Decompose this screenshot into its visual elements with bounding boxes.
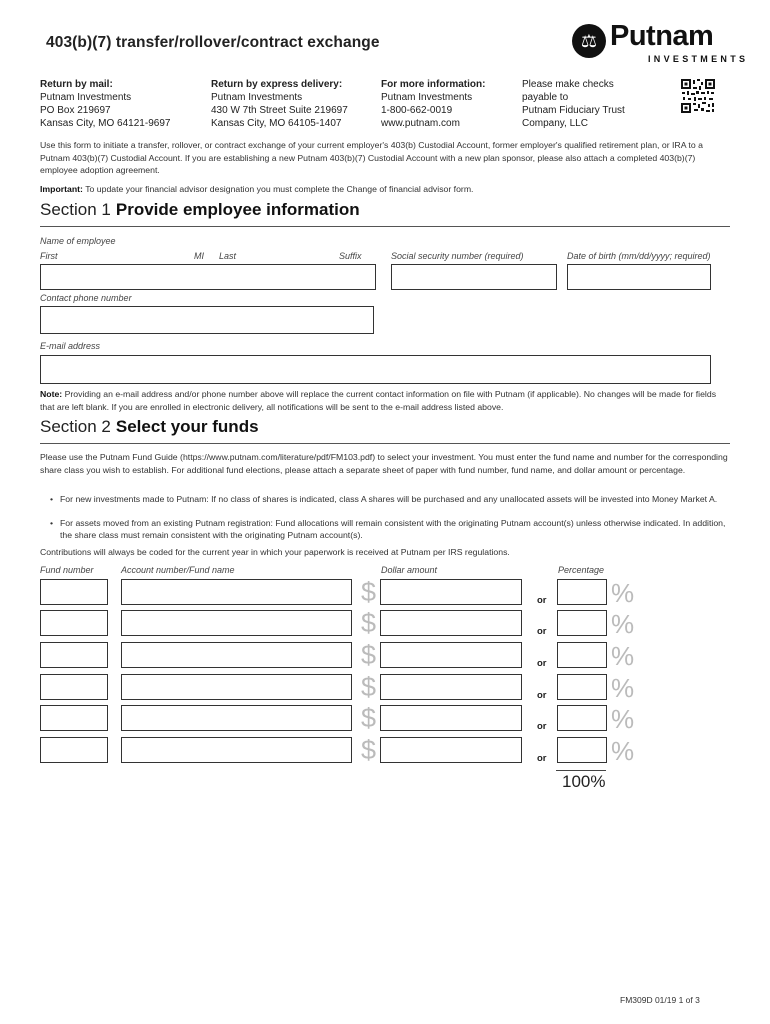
logo-name: Putnam: [610, 20, 714, 52]
form-footer: FM309D 01/19 1 of 3: [620, 995, 700, 1005]
ssn-label: Social security number (required): [391, 251, 524, 261]
address-heading: For more information:: [381, 79, 486, 90]
percentage-input[interactable]: [557, 642, 607, 668]
fund-number-input[interactable]: [40, 737, 108, 763]
percentage-header: Percentage: [558, 565, 605, 575]
contributions-note: Contributions will always be coded for the current year in which your paperwork is received at Putnam per IRS regulations.: [40, 547, 510, 557]
return-by-mail: [40, 78, 170, 130]
address-line: Kansas City, MO 64105-1407: [211, 118, 342, 129]
address-heading: Return by mail:: [40, 79, 113, 90]
fund-number-input[interactable]: [40, 579, 108, 605]
or-label: or: [537, 753, 547, 764]
section1-number: Section 1: [40, 200, 111, 219]
section2-number: Section 2: [40, 417, 111, 436]
more-information: [381, 78, 485, 130]
dollar-amount-input[interactable]: [380, 579, 522, 605]
email-input[interactable]: [40, 355, 711, 384]
intro-text: Use this form to initiate a transfer, rollover, or contract exchange of your current employer's 403(b) Custodial Account, former employer's qualified retirement plan, or IRA to a Putnam 403(b)(7) Custodial Account. If you are establishing a new Putnam 403(b)(7) Custodial Account with a new plan sponsor, please also attach a completed 403(b)(7) employee adoption agreement.: [40, 140, 703, 175]
percent-sign: %: [611, 704, 635, 734]
dob-label: Date of birth (mm/dd/yyyy; required): [567, 251, 711, 261]
bullet-item: [50, 517, 730, 541]
or-label: or: [537, 595, 547, 606]
dollar-sign: $: [361, 735, 377, 765]
address-line: Putnam Investments: [381, 92, 473, 103]
bullet-text: For new investments made to Putnam: If no class of shares is indicated, class A shares will be purchased and any unallocated assets will be invested into Money Market A.: [60, 494, 718, 504]
account-fund-name-input[interactable]: [121, 705, 352, 731]
scales-icon: ⚖: [572, 24, 606, 58]
address-line: Putnam Investments: [211, 92, 303, 103]
section1-title: Provide employee information: [115, 200, 360, 219]
important-text: To update your financial advisor designation you must complete the Change of financial advisor form.: [82, 184, 474, 194]
note-text: Providing an e-mail address and/or phone number above will replace the current contact information on file with Putnam (if applicable). No changes will be made for fields that are left blank. If you are enrolled in electronic delivery, all notifications will be sent to the e-mail address listed above.: [40, 389, 717, 412]
fund-number-input[interactable]: [40, 610, 108, 636]
section2-title: Select your funds: [115, 417, 259, 436]
first-name-label: First: [40, 251, 58, 261]
name-of-employee-label: Name of employee: [40, 236, 116, 246]
bullet-text: For assets moved from an existing Putnam registration: Fund allocations will remain consistent with the originating Putnam account(s) unless otherwise indicated. In addition, the share class must remain consistent with the originating Putnam account(s).: [60, 518, 726, 540]
email-label: E-mail address: [40, 341, 101, 351]
address-line: 1-800-662-0019: [381, 105, 453, 116]
account-fund-name-input[interactable]: [121, 674, 352, 700]
last-name-label: Last: [219, 251, 237, 261]
bullet-icon: •: [50, 494, 54, 504]
logo-subtitle: INVESTMENTS: [648, 54, 749, 64]
or-label: or: [537, 721, 547, 732]
percentage-input[interactable]: [557, 610, 607, 636]
address-line: Company, LLC: [522, 118, 588, 129]
dollar-sign: $: [361, 672, 377, 702]
address-line: payable to: [522, 92, 569, 103]
account-fund-name-input[interactable]: [121, 610, 352, 636]
address-line: Please make checks: [522, 79, 614, 90]
dollar-sign: $: [361, 703, 377, 733]
bullet-item: [50, 493, 730, 505]
bullet-icon: •: [50, 518, 54, 528]
phone-input[interactable]: [40, 306, 374, 334]
phone-label: Contact phone number: [40, 293, 132, 303]
percentage-input[interactable]: [557, 579, 607, 605]
section2-header: [40, 417, 730, 444]
dollar-amount-input[interactable]: [380, 674, 522, 700]
account-fund-name-input[interactable]: [121, 737, 352, 763]
address-line: Putnam Fiduciary Trust: [522, 105, 625, 116]
return-by-express: [211, 78, 348, 130]
fund-number-input[interactable]: [40, 674, 108, 700]
total-divider: [556, 770, 606, 771]
dollar-amount-input[interactable]: [380, 737, 522, 763]
section1-note: [40, 388, 730, 413]
or-label: or: [537, 658, 547, 669]
address-line: 430 W 7th Street Suite 219697: [211, 105, 348, 116]
important-note: [40, 183, 730, 196]
important-label: Important:: [40, 184, 83, 194]
percent-sign: %: [611, 641, 635, 671]
mi-label: MI: [194, 251, 204, 261]
percent-sign: %: [611, 578, 635, 608]
qr-code-icon: [680, 78, 716, 114]
address-line: PO Box 219697: [40, 105, 111, 116]
address-heading: Return by express delivery:: [211, 79, 343, 90]
fund-number-header: Fund number: [40, 565, 94, 575]
percentage-input[interactable]: [557, 737, 607, 763]
percent-sign: %: [611, 609, 635, 639]
form-title: 403(b)(7) transfer/rollover/contract exchange: [46, 34, 380, 51]
checks-payable: [522, 78, 625, 130]
section1-header: [40, 200, 730, 227]
or-label: or: [537, 626, 547, 637]
dollar-amount-input[interactable]: [380, 705, 522, 731]
percent-sign: %: [611, 736, 635, 766]
dollar-sign: $: [361, 640, 377, 670]
account-fund-name-input[interactable]: [121, 579, 352, 605]
percent-sign: %: [611, 673, 635, 703]
fund-number-input[interactable]: [40, 642, 108, 668]
section2-intro: Please use the Putnam Fund Guide (https://www.putnam.com/literature/pdf/FM103.pdf) to select your investment. You must enter the fund name and number for the corresponding share class you wish to establish. For additional fund elections, please attach a separate sheet of paper with fund number, fund name, and dollar amount or percentage.: [40, 452, 728, 475]
dob-input[interactable]: [567, 264, 711, 290]
dollar-sign: $: [361, 577, 377, 607]
putnam-logo: [572, 20, 749, 66]
dollar-amount-header: Dollar amount: [381, 565, 438, 575]
suffix-label: Suffix: [339, 251, 362, 261]
ssn-input[interactable]: [391, 264, 557, 290]
account-fund-name-input[interactable]: [121, 642, 352, 668]
address-line: Kansas City, MO 64121-9697: [40, 118, 171, 129]
dollar-amount-input[interactable]: [380, 610, 522, 636]
address-line: www.putnam.com: [381, 118, 460, 129]
note-label: Note:: [40, 389, 63, 399]
dollar-sign: $: [361, 608, 377, 638]
total-percentage: 100%: [562, 772, 606, 791]
percentage-input[interactable]: [557, 674, 607, 700]
or-label: or: [537, 690, 547, 701]
employee-name-input[interactable]: [40, 264, 376, 290]
fund-number-input[interactable]: [40, 705, 108, 731]
dollar-amount-input[interactable]: [380, 642, 522, 668]
account-number-header: Account number/Fund name: [121, 565, 235, 575]
percentage-input[interactable]: [557, 705, 607, 731]
address-line: Putnam Investments: [40, 92, 132, 103]
